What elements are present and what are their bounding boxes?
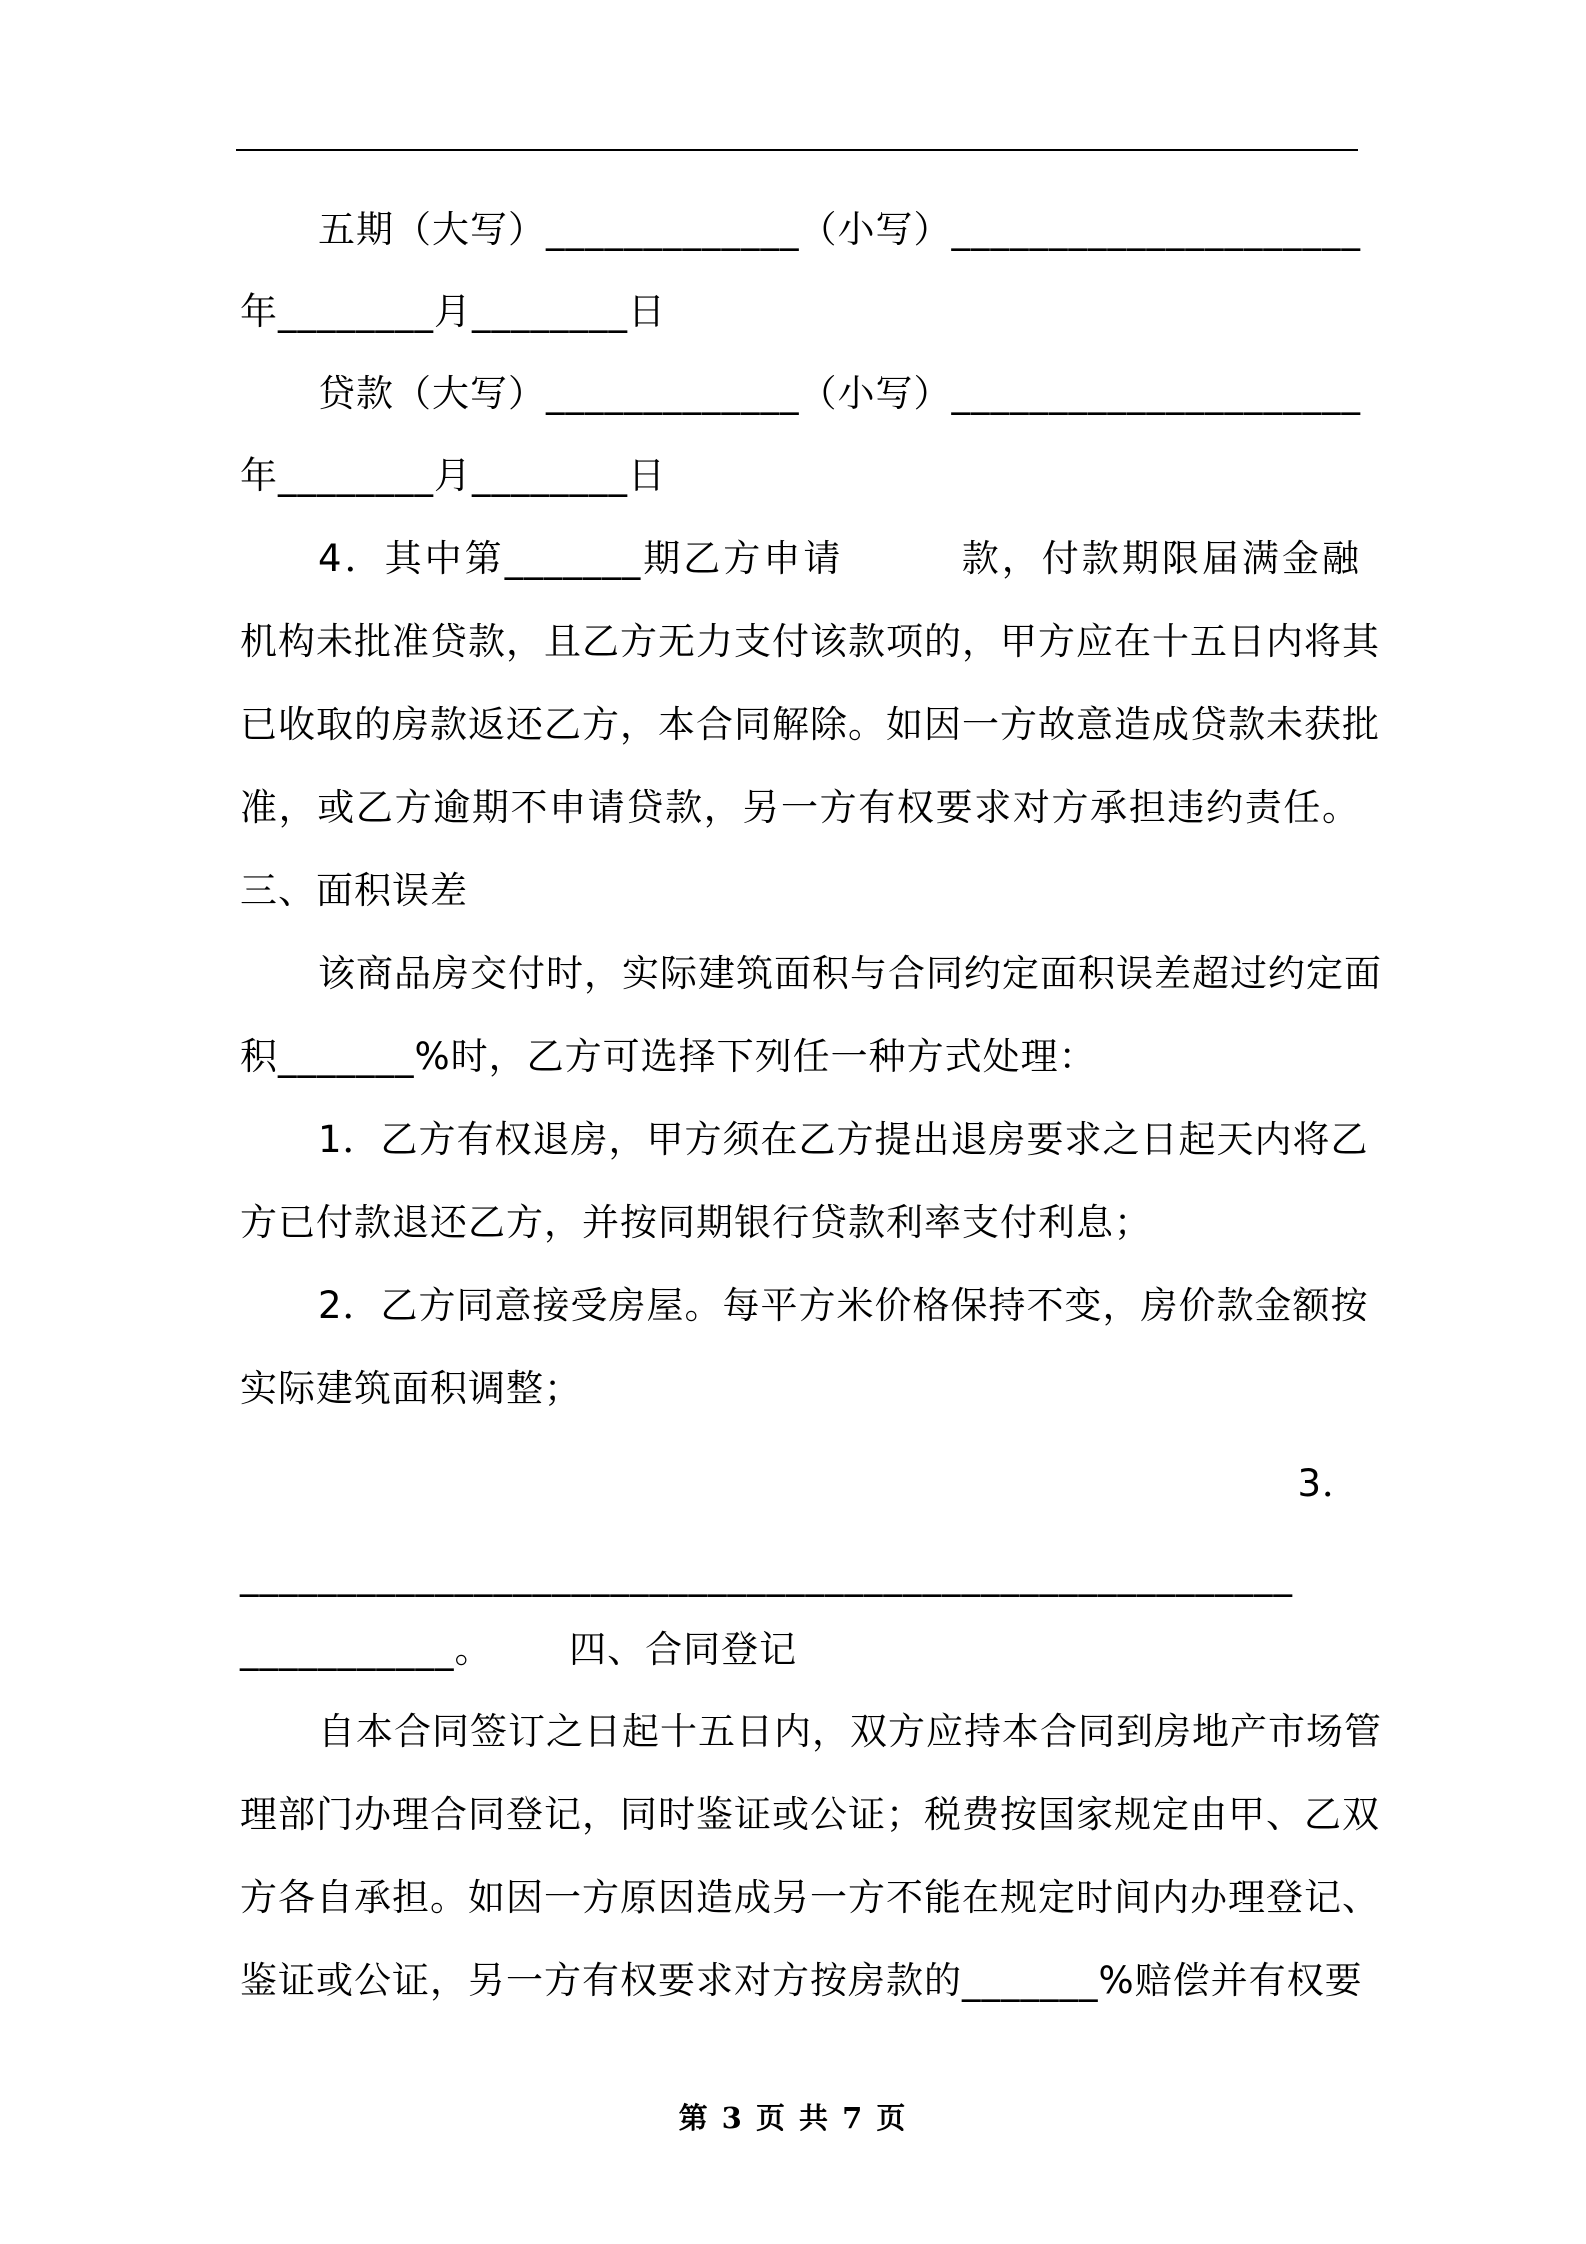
header-rule xyxy=(236,149,1358,151)
registration-line-1: 自本合同签订之日起十五日内，双方应持本合同到房地产市场管 xyxy=(318,1710,1382,1753)
option-3-blank-line: ______________________________________________________ xyxy=(240,1554,1293,1597)
clause-4-line-2: 机构未批准贷款，且乙方无力支付该款项的，甲方应在十五日内将其 xyxy=(240,620,1380,663)
option-1-line-1: 1．乙方有权退房，甲方须在乙方提出退房要求之日起天内将乙 xyxy=(318,1118,1369,1161)
page-number-footer: 第 3 页 共 7 页 xyxy=(678,2101,908,2135)
area-error-line-2: 积_______%时，乙方可选择下列任一种方式处理： xyxy=(240,1035,1097,1078)
option-1-line-2: 方已付款退还乙方，并按同期银行贷款利率支付利息； xyxy=(240,1201,1152,1244)
date-line-1: 年________月________日 xyxy=(240,290,666,333)
option-3-number: 3． xyxy=(1297,1462,1360,1505)
clause-4-line-4: 准，或乙方逾期不申请贷款，另一方有权要求对方承担违约责任。 xyxy=(240,786,1360,829)
date-line-2: 年________月________日 xyxy=(240,454,666,497)
option-2-line-1: 2．乙方同意接受房屋。每平方米价格保持不变，房价款金额按 xyxy=(318,1284,1369,1327)
option-2-line-2: 实际建筑面积调整； xyxy=(240,1367,582,1410)
loan-line: 贷款（大写）_____________（小写）_____________________ xyxy=(318,372,1361,415)
section-4-heading-line: ___________。 四、合同登记 xyxy=(240,1628,798,1671)
section-3-heading: 三、面积误差 xyxy=(240,869,468,912)
clause-4-line-3: 已收取的房款返还乙方，本合同解除。如因一方故意造成贷款未获批 xyxy=(240,703,1380,746)
registration-line-2: 理部门办理合同登记，同时鉴证或公证；税费按国家规定由甲、乙双 xyxy=(240,1793,1380,1836)
clause-4-line-1: 4．其中第_______期乙方申请 款，付款期限届满金融 xyxy=(318,537,1360,580)
registration-line-4: 鉴证或公证，另一方有权要求对方按房款的_______%赔偿并有权要 xyxy=(240,1959,1363,2002)
area-error-line-1: 该商品房交付时，实际建筑面积与合同约定面积误差超过约定面 xyxy=(318,952,1382,995)
registration-line-3: 方各自承担。如因一方原因造成另一方不能在规定时间内办理登记、 xyxy=(240,1876,1380,1919)
installment-five-line: 五期（大写）_____________（小写）_____________________ xyxy=(318,208,1361,251)
